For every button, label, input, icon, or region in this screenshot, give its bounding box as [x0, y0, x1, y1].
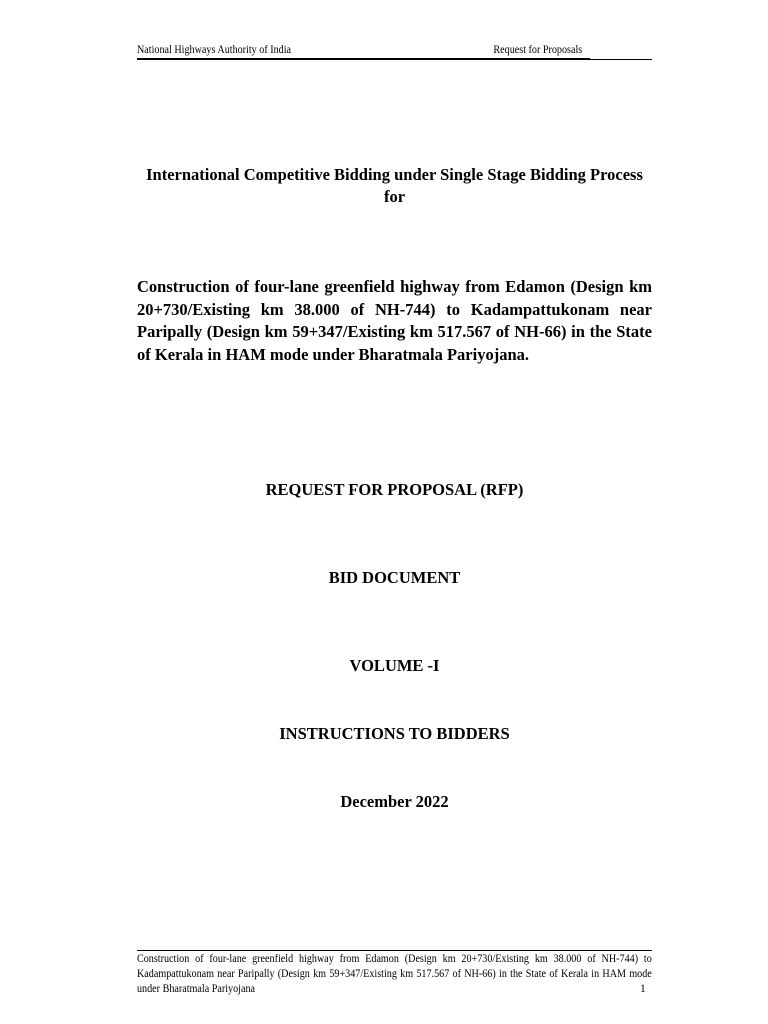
bid-document-heading: BID DOCUMENT [328, 568, 461, 587]
page-header [137, 42, 590, 59]
rfp-heading: REQUEST FOR PROPOSAL (RFP) [265, 480, 524, 499]
project-description: Construction of four-lane greenfield highway from Edamon (Design km 20+730/Existing km 38.000 of NH-744) to Kadampattukonam near Paripally (Design km 59+347/Existing km 517.567 of NH-66) in the State of Kerala in HAM mode under Bharatmala Pariyojana. [137, 277, 652, 364]
document-title: International Competitive Bidding under Single Stage Bidding Process for [146, 165, 643, 206]
footer-text: Construction of four-lane greenfield highway from Edamon (Design km 20+730/Existing km 38.000 of NH-744) to Kadampattukonam near Paripally (Design km 59+347/Existing km 517.567 of NH-66) in the State of Kerala in HAM mode under Bharatmala Pariyojana [137, 953, 652, 995]
header-document-type: Request for Proposals [493, 44, 583, 56]
volume-heading: VOLUME -I [349, 656, 440, 675]
header-organization: National Highways Authority of India [137, 44, 292, 56]
date-heading: December 2022 [340, 792, 449, 811]
instructions-heading: INSTRUCTIONS TO BIDDERS [279, 724, 510, 743]
header-divider [137, 59, 652, 60]
page-number: 1 [640, 983, 646, 995]
footer-divider [137, 950, 652, 951]
